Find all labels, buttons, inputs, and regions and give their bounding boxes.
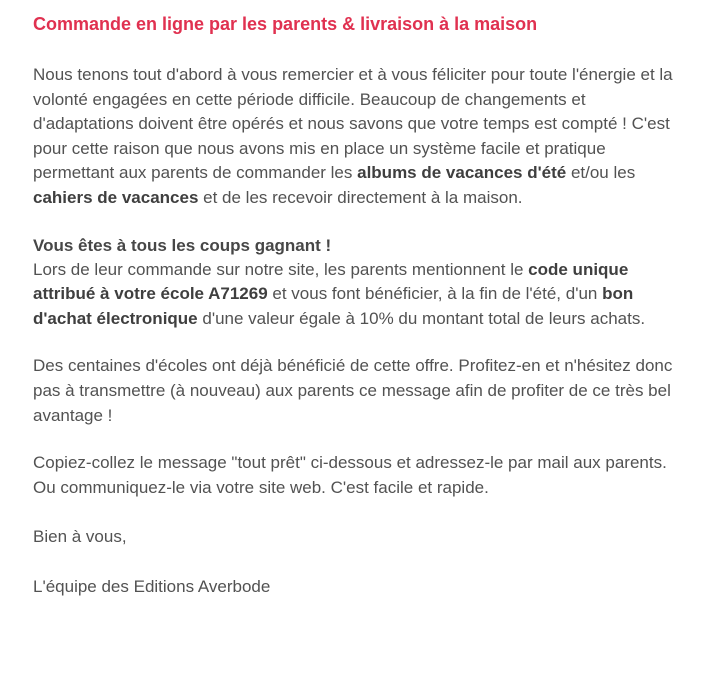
offer-bold-voucher: bon d'achat électronique — [33, 284, 634, 328]
offer-text-2: et vous font bénéficier, à la fin de l'été, d'un — [267, 284, 603, 304]
offer-paragraph — [33, 258, 682, 332]
intro-text-1: Nous tenons tout d'abord à vous remercier et à vous féliciter pour toute l'énergie et la volonté engagées en cette période difficile. Beaucoup de changements et d'adaptations doivent être opérés et nous savons que votre temps est compté ! C'est pour cette raison que nous avons mis en place un système facile et pratique permettant aux parents de commander les — [33, 65, 673, 183]
email-title: Commande en ligne par les parents & livraison à la maison — [33, 14, 538, 34]
intro-text-3: et de les recevoir directement à la maison. — [198, 187, 523, 207]
greeting: Bien à vous, — [33, 527, 127, 547]
signature: L'équipe des Editions Averbode — [33, 576, 271, 596]
offer-text-3: d'une valeur égale à 10% du montant total de leurs achats. — [197, 308, 646, 328]
intro-paragraph — [33, 63, 682, 211]
offer-bold-code: code unique attribué à votre école A71269 — [33, 259, 629, 304]
intro-bold-cahiers: cahiers de vacances — [33, 187, 199, 207]
winner-headline: Vous êtes à tous les coups gagnant ! — [33, 235, 332, 255]
copy-paste-paragraph: Copiez-collez le message "tout prêt" ci-dessous et adressez-le par mail aux parents. Ou communiquez-le via votre site web. C'est facile et rapide. — [33, 453, 667, 497]
intro-bold-albums: albums de vacances d'été — [357, 163, 567, 183]
schools-paragraph: Des centaines d'écoles ont déjà bénéficié de cette offre. Profitez-en et n'hésitez donc pas à transmettre (à nouveau) aux parents ce message afin de profiter de ce très bel avantage ! — [33, 356, 673, 425]
offer-text-1: Lors de leur commande sur notre site, les parents mentionnent le — [33, 259, 529, 279]
intro-text-2: et/ou les — [566, 163, 636, 183]
